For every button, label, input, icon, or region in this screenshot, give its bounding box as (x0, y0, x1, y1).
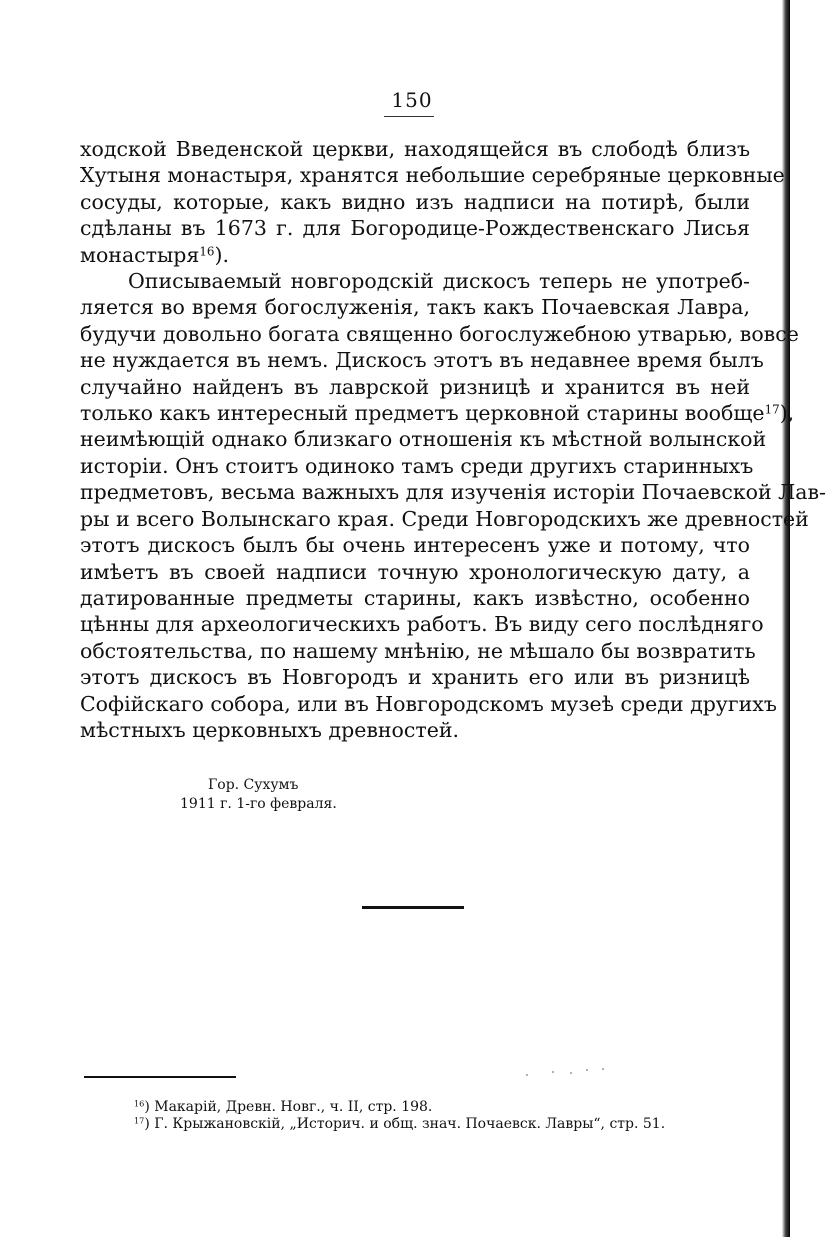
body-line (80, 453, 754, 479)
body-line-text: предметовъ, весьма важныхъ для изученія исторіи Почаевской Лав- (80, 480, 826, 505)
footnote-reference: 16 (199, 244, 215, 259)
body-line-text: только какъ интересный предметъ церковной старины вообще (80, 401, 765, 426)
body-line-text: случайно найденъ въ лаврской ризницѣ и хранится въ ней (80, 374, 750, 399)
body-line (80, 347, 764, 373)
footnote-separator (84, 1076, 236, 1078)
body-line-text: ры и всего Волынскаго края. Среди Новгородскихъ же древностей (80, 506, 809, 531)
body-line (80, 611, 764, 637)
body-line-text: Софійскаго собора, или въ Новгородскомъ музеѣ среди другихъ (80, 691, 777, 716)
body-line-text: будучи довольно богата священно богослужебною утварью, вовсе (80, 321, 799, 346)
body-line (80, 638, 756, 664)
end-of-text-rule (362, 906, 464, 909)
body-line (80, 268, 750, 294)
body-line (80, 559, 750, 585)
body-line (80, 532, 750, 558)
page-number: 150 (391, 88, 433, 112)
scan-speckles (524, 1066, 614, 1078)
body-line (80, 136, 750, 162)
body-line-text: не нуждается въ немъ. Дискосъ этотъ въ недавнее время былъ (80, 348, 764, 373)
body-line (80, 242, 750, 268)
body-line-text: цѣнны для археологическихъ работъ. Въ виду сего послѣдняго (80, 612, 764, 637)
body-line-text: монастыря (80, 242, 200, 267)
body-line (80, 664, 750, 690)
body-line (80, 585, 750, 611)
signature-date: 1911 г. 1-го февраля. (180, 796, 337, 812)
page-number-underline (384, 116, 434, 117)
body-line (80, 506, 809, 532)
body-line (80, 294, 750, 320)
body-line-text: неимѣющій однако близкаго отношенія къ мѣстной волынской (80, 427, 767, 452)
body-line-text: обстоятельства, по нашему мнѣнію, не мѣшало бы возвратить (80, 638, 756, 663)
footnote (134, 1099, 665, 1116)
body-line-text: датированные предметы старины, какъ извѣстно, особенно (80, 585, 750, 610)
body-line (80, 400, 795, 426)
body-line (80, 691, 777, 717)
body-line-text: сдѣланы въ 1673 г. для Богородице-Рождественскаго Лисья (80, 216, 750, 241)
footnotes (134, 1099, 665, 1133)
body-text (80, 136, 826, 743)
body-line-text: исторіи. Онъ стоитъ одиноко тамъ среди другихъ старинныхъ (80, 453, 754, 478)
body-line-text: имѣетъ въ своей надписи точную хронологическую дату, а (80, 559, 750, 584)
body-line-text: ляется во время богослуженія, такъ какъ Почаевская Лавра, (80, 295, 750, 320)
footnote-text: ) Макарій, Древн. Новг., ч. II, стр. 198. (144, 1099, 433, 1115)
body-line-text: Описываемый новгородскій дискосъ теперь не употреб- (128, 269, 750, 294)
body-line-text: Хутыня монастыря, хранятся небольшие серебряные церковные (80, 163, 785, 188)
body-line (80, 215, 750, 241)
footnote-mark: 17 (134, 1115, 145, 1126)
body-line (80, 479, 826, 505)
body-line (80, 162, 785, 188)
body-line-text: ходской Введенской церкви, находящейся въ слободѣ близъ (80, 137, 750, 161)
body-line-tail: ). (214, 242, 230, 267)
body-line (80, 426, 767, 452)
body-line-tail: ), (779, 401, 795, 426)
footnote-reference: 17 (764, 402, 780, 417)
body-line-text: этотъ дискосъ въ Новгородъ и хранить его или въ ризницѣ (80, 665, 750, 690)
body-line (80, 374, 750, 400)
signature-block (180, 776, 337, 814)
footnote (134, 1116, 665, 1133)
body-line-text: сосуды, которые, какъ видно изъ надписи на потирѣ, были (80, 189, 750, 214)
signature-place: Гор. Сухумъ (208, 777, 299, 793)
body-line-text: этотъ дискосъ былъ бы очень интересенъ уже и потому, что (80, 533, 750, 558)
footnote-mark: 16 (134, 1098, 145, 1109)
body-line (80, 717, 750, 743)
body-line (80, 321, 799, 347)
body-line-text: мѣстныхъ церковныхъ древностей. (80, 717, 460, 742)
body-line (80, 189, 750, 215)
footnote-text: ) Г. Крыжановскій, „Историч. и общ. знач. Почаевск. Лавры“, стр. 51. (144, 1116, 666, 1132)
